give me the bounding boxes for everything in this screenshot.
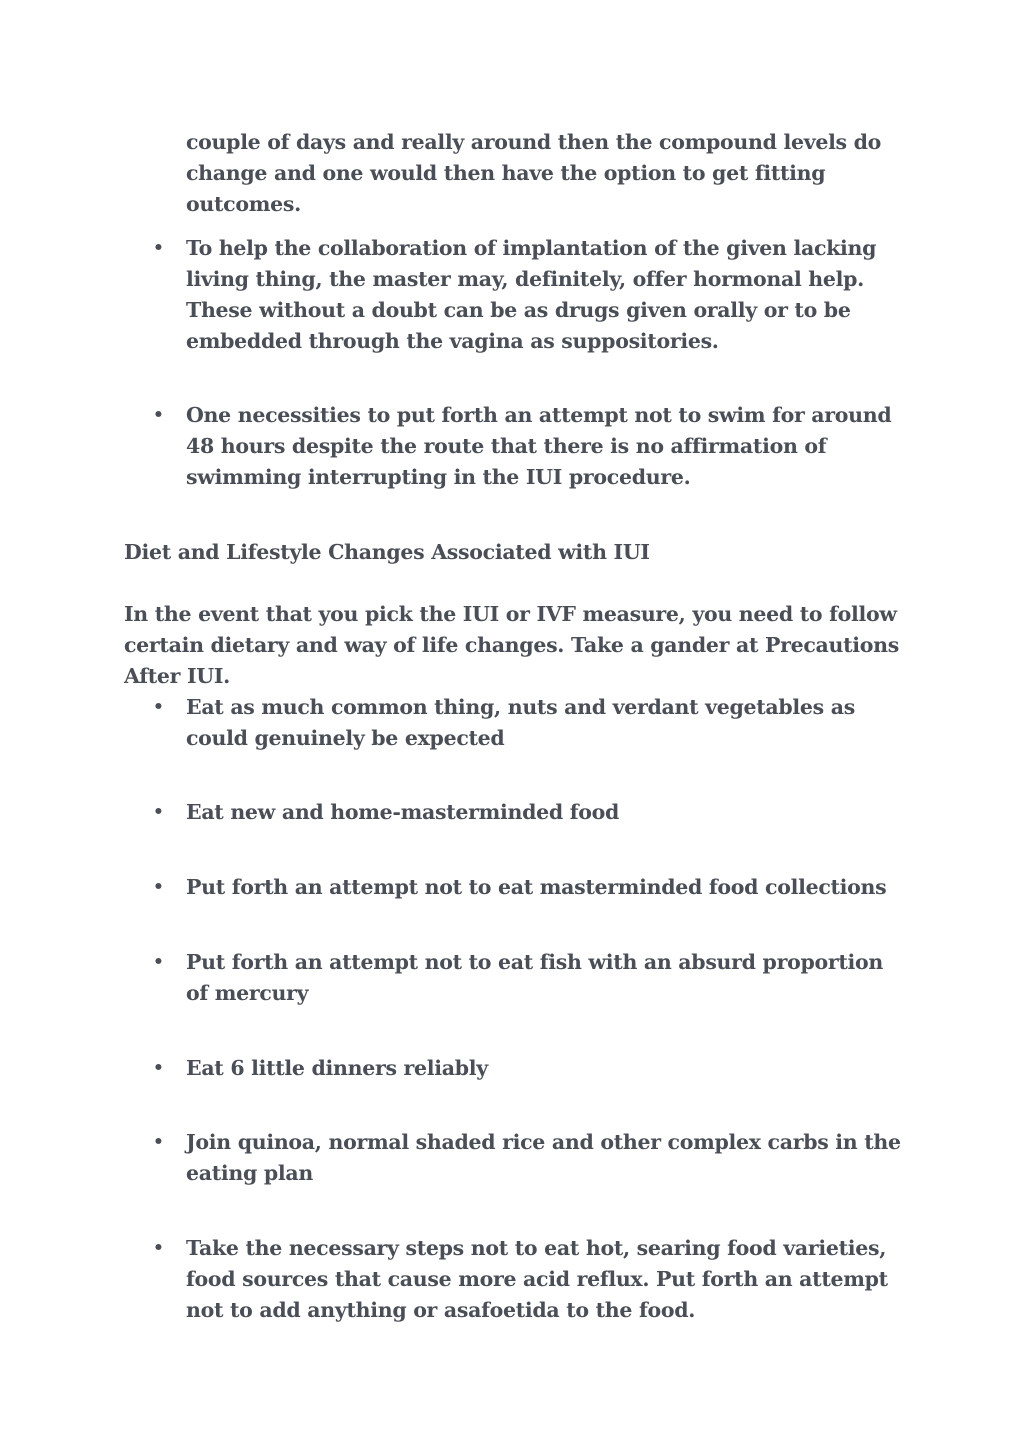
- list-item: Put forth an attempt not to eat masterminded food collections: [186, 875, 887, 899]
- list-item: Join quinoa, normal shaded rice and other complex carbs in the eating plan: [186, 1130, 901, 1185]
- bullet-icon: •: [153, 877, 164, 897]
- bullet-icon: •: [153, 1132, 164, 1152]
- continuation-paragraph: couple of days and really around then the compound levels do change and one would then have the option to get fitting outcomes.: [186, 130, 882, 216]
- section-heading: Diet and Lifestyle Changes Associated with IUI: [124, 540, 650, 564]
- list-item: One necessities to put forth an attempt not to swim for around 48 hours despite the route that there is no affirmation of swimming interrupting in the IUI procedure.: [186, 403, 892, 489]
- list-item: Take the necessary steps not to eat hot, searing food varieties, food sources that cause more acid reflux. Put forth an attempt not to add anything or asafoetida to the food.: [186, 1236, 888, 1322]
- list-item: Put forth an attempt not to eat fish with an absurd proportion of mercury: [186, 950, 883, 1005]
- list-item: Eat new and home-masterminded food: [186, 800, 620, 824]
- list-item: Eat 6 little dinners reliably: [186, 1056, 488, 1080]
- bullet-icon: •: [153, 1238, 164, 1258]
- bullet-icon: •: [153, 802, 164, 822]
- bullet-icon: •: [153, 238, 164, 258]
- intro-paragraph: In the event that you pick the IUI or IVF measure, you need to follow certain dietary and way of life changes. Take a gander at Precautions After IUI.: [124, 602, 899, 688]
- bullet-icon: •: [153, 952, 164, 972]
- bullet-icon: •: [153, 405, 164, 425]
- bullet-icon: •: [153, 1058, 164, 1078]
- list-item: To help the collaboration of implantation of the given lacking living thing, the master may, definitely, offer hormonal help. These without a doubt can be as drugs given orally or to be embedded through the vagina as suppositories.: [186, 236, 877, 353]
- list-item: Eat as much common thing, nuts and verdant vegetables as could genuinely be expected: [186, 695, 855, 750]
- bullet-icon: •: [153, 697, 164, 717]
